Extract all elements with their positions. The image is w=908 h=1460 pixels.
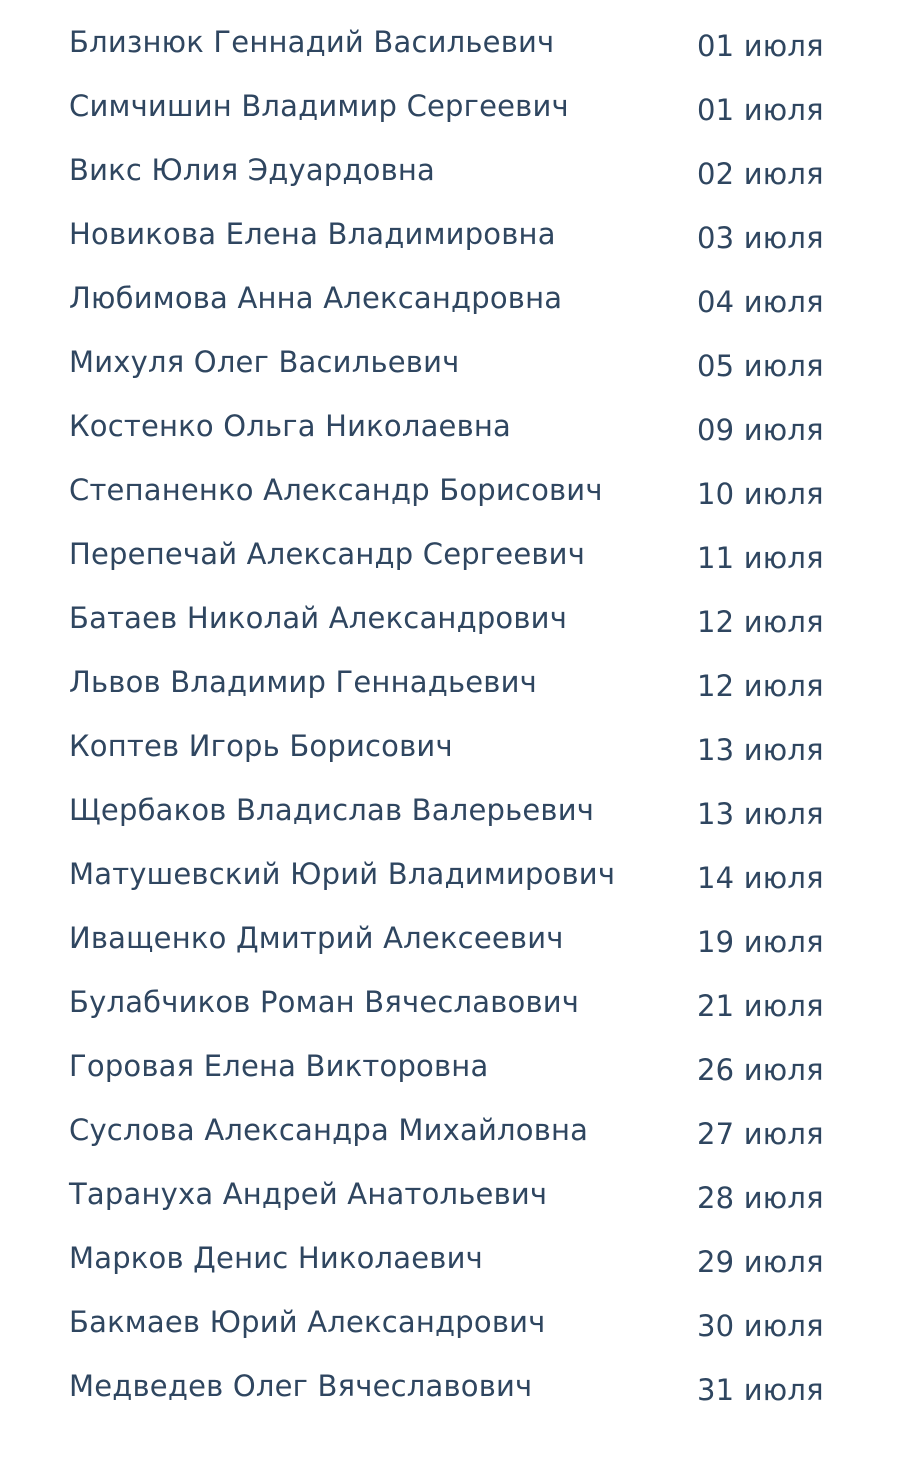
birth-date: 27 июля <box>697 1117 824 1151</box>
list-item <box>0 658 908 722</box>
list-item <box>0 1042 908 1106</box>
list-item <box>0 338 908 402</box>
person-name: Новикова Елена Владимировна <box>69 217 556 251</box>
list-item <box>0 786 908 850</box>
birth-date: 30 июля <box>697 1309 824 1343</box>
person-name: Костенко Ольга Николаевна <box>69 409 512 443</box>
birth-date: 11 июля <box>697 541 824 575</box>
birth-date: 12 июля <box>697 669 824 703</box>
person-name: Симчишин Владимир Сергеевич <box>69 89 569 123</box>
person-name: Коптев Игорь Борисович <box>69 729 453 763</box>
person-name: Горовая Елена Викторовна <box>69 1049 489 1083</box>
list-item <box>0 402 908 466</box>
birth-date: 13 июля <box>697 733 824 767</box>
birth-date: 01 июля <box>697 29 824 63</box>
list-item <box>0 1362 908 1426</box>
list-item <box>0 18 908 82</box>
person-name: Батаев Николай Александрович <box>69 601 568 635</box>
person-name: Иващенко Дмитрий Алексеевич <box>69 921 564 955</box>
list-item <box>0 1298 908 1362</box>
person-name: Щербаков Владислав Валерьевич <box>69 793 595 827</box>
birth-date: 01 июля <box>697 93 824 127</box>
birth-date: 05 июля <box>697 349 824 383</box>
person-name: Перепечай Александр Сергеевич <box>69 537 586 571</box>
list-item <box>0 1170 908 1234</box>
person-name: Львов Владимир Геннадьевич <box>69 665 537 699</box>
birth-date: 04 июля <box>697 285 824 319</box>
person-name: Бакмаев Юрий Александрович <box>69 1305 546 1339</box>
person-name: Булабчиков Роман Вячеславович <box>69 985 580 1019</box>
person-name: Матушевский Юрий Владимирович <box>69 857 616 891</box>
list-item <box>0 1234 908 1298</box>
person-name: Близнюк Геннадий Васильевич <box>69 25 555 59</box>
birth-date: 09 июля <box>697 413 824 447</box>
list-item <box>0 1106 908 1170</box>
list-item <box>0 914 908 978</box>
birth-date: 29 июля <box>697 1245 824 1279</box>
birth-date: 13 июля <box>697 797 824 831</box>
list-item <box>0 594 908 658</box>
birth-date: 03 июля <box>697 221 824 255</box>
person-name: Суслова Александра Михайловна <box>69 1113 589 1147</box>
person-name: Любимова Анна Александровна <box>69 281 563 315</box>
list-item <box>0 722 908 786</box>
list-item <box>0 210 908 274</box>
list-item <box>0 530 908 594</box>
birth-date: 21 июля <box>697 989 824 1023</box>
list-item <box>0 146 908 210</box>
list-item <box>0 466 908 530</box>
person-name: Медведев Олег Вячеславович <box>69 1369 533 1403</box>
person-name: Степаненко Александр Борисович <box>69 473 603 507</box>
birth-date: 19 июля <box>697 925 824 959</box>
birth-date: 14 июля <box>697 861 824 895</box>
person-name: Марков Денис Николаевич <box>69 1241 483 1275</box>
birth-date: 28 июля <box>697 1181 824 1215</box>
list-item <box>0 82 908 146</box>
person-name: Тарануха Андрей Анатольевич <box>69 1177 548 1211</box>
birth-date: 26 июля <box>697 1053 824 1087</box>
list-item <box>0 274 908 338</box>
list-item <box>0 978 908 1042</box>
list-item <box>0 850 908 914</box>
person-name: Михуля Олег Васильевич <box>69 345 460 379</box>
person-name: Викс Юлия Эдуардовна <box>69 153 436 187</box>
birth-date: 10 июля <box>697 477 824 511</box>
birth-date: 12 июля <box>697 605 824 639</box>
birthday-list <box>0 18 908 1426</box>
birth-date: 02 июля <box>697 157 824 191</box>
birth-date: 31 июля <box>697 1373 824 1407</box>
